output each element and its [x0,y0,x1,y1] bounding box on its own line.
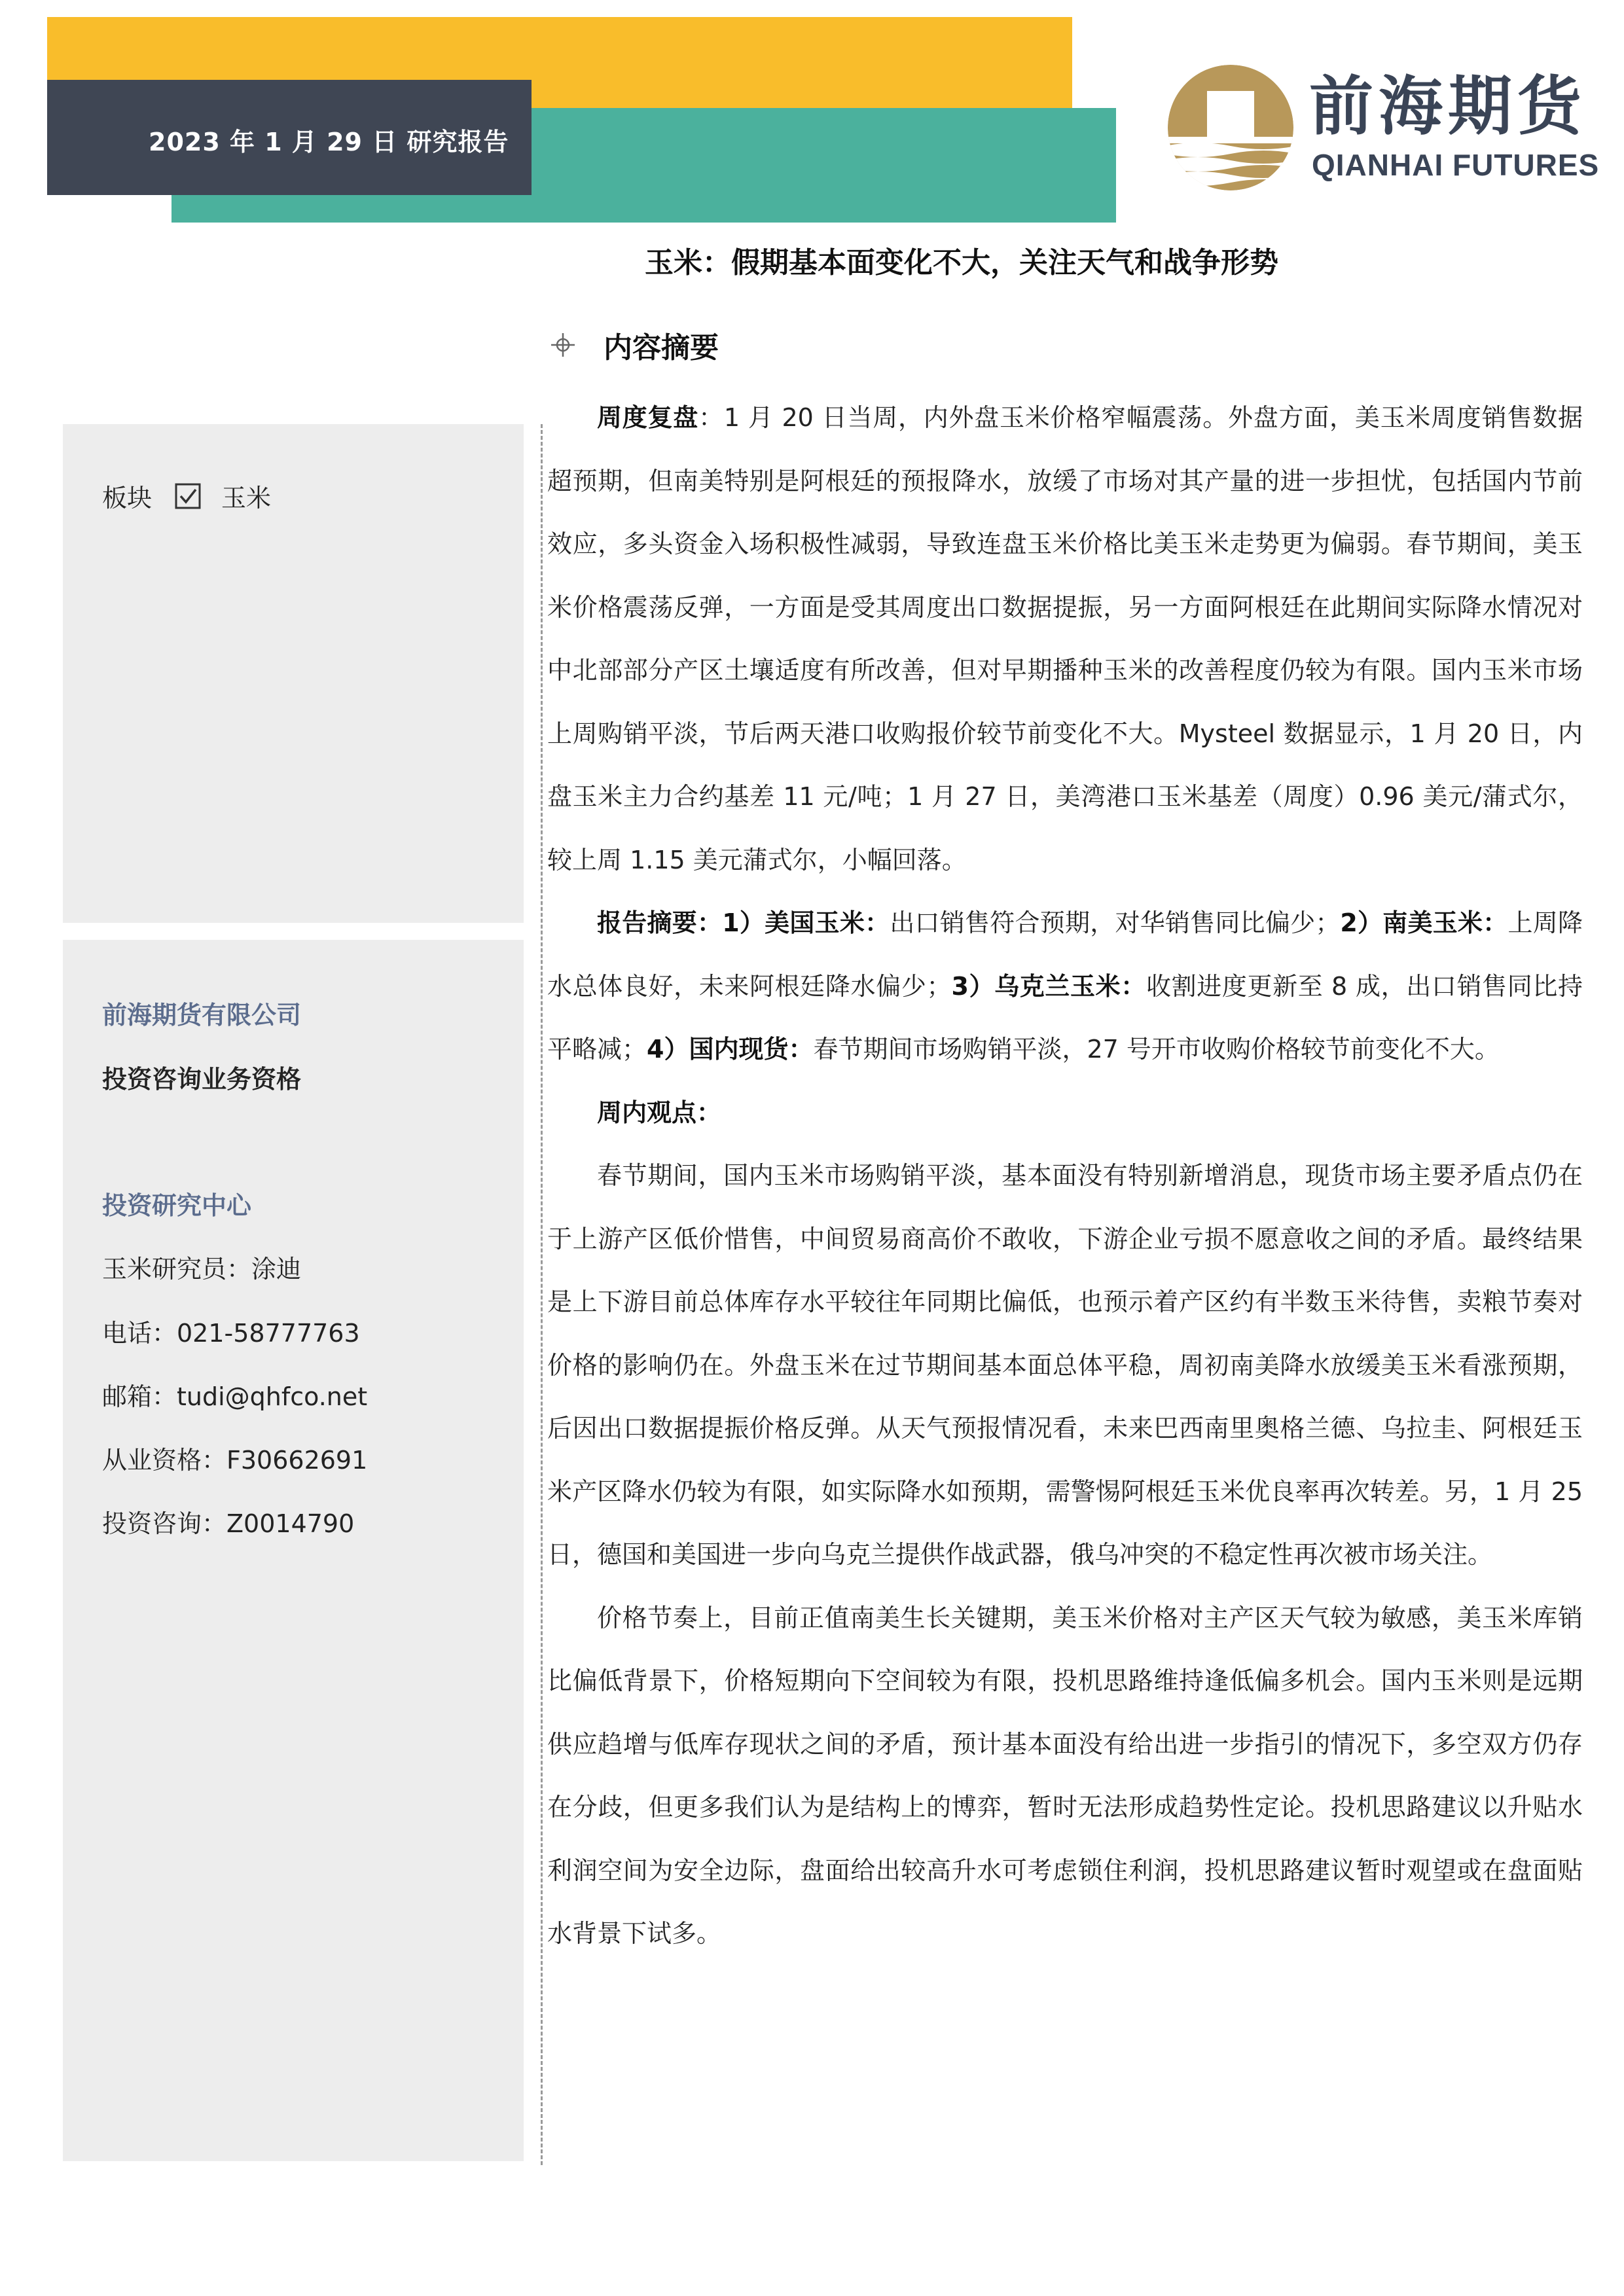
checkbox-checked-icon [174,482,202,510]
summary-heading-label: 内容摘要 [604,331,719,365]
sidebar-contact-box [63,940,524,2161]
ukraine-corn-text: 收割进度更新至 8 成，出口销售同比持平略减； [547,971,1583,1064]
research-center: 投资研究中心 [102,1191,252,1220]
domestic-spot-label: 4）国内现货： [647,1035,814,1064]
business-qualification: 投资咨询业务资格 [102,1065,302,1094]
sidebar-sector-box [63,424,524,923]
report-title: 玉米：假期基本面变化不大，关注天气和战争形势 [645,246,1278,279]
header-date-band [47,80,532,195]
sector-value: 玉米 [221,484,272,512]
us-corn-label: 1）美国玉米： [722,908,890,937]
south-america-corn-text: 上周降水总体良好，未来阿根廷降水偏少； [547,908,1583,1001]
domestic-spot-text: 春节期间市场购销平淡，27 号开市收购价格较节前变化不大。 [813,1035,1500,1064]
summary-heading [550,324,719,366]
phone-number: 电话：021-58777763 [102,1319,360,1348]
weekly-view-label: 周内观点： [597,1098,722,1127]
south-america-corn-label: 2）南美玉米： [1340,908,1508,937]
license-number: 从业资格：F30662691 [102,1446,368,1475]
logo-english-name: QIANHAI FUTURES [1312,148,1600,182]
company-logo [1165,62,1600,193]
report-summary-paragraph [547,891,1583,1081]
ukraine-corn-label: 3）乌克兰玉米： [951,971,1146,1001]
email-address: 邮箱：tudi@qhfco.net [102,1382,368,1411]
us-corn-text: 出口销售符合预期，对华销售同比偏少； [890,908,1341,937]
logo-chinese-name: 前海期货 [1309,69,1587,144]
report-date: 2023 年 1 月 29 日 研究报告 [149,127,509,156]
weekly-review-text: ：1 月 20 日当周，内外盘玉米价格窄幅震荡。外盘方面，美玉米周度销售数据超预期，但南美特别是阿根廷的预报降水，放缓了市场对其产量的进一步担忧，包括国内节前效应，多头资金入场积极性减弱，导致连盘玉米价格比美玉米走势更为偏弱。春节期间，美玉米价格震荡反弹，一方面是受其周度出口数据提振，另一方面阿根廷在此期间实际降水情况对中北部部分产区土壤适度有所改善，但对早期播种玉米的改善程度仍较为有限。国内玉米市场上周购销平淡，节后两天港口收购报价较节前变化不大。Mysteel 数据显示，1 月 20 日，内盘玉米主力合约基差 11 元/吨；1 月 27 日，美湾港口玉米基差（周度）0.96 美元/蒲式尔，较上周 1.15 美元蒲式尔，小幅回落。 [547,403,1583,874]
weekly-view-heading [547,1081,1583,1145]
sector-label: 板块 [102,484,153,512]
report-body [547,386,1583,1965]
researcher-name: 玉米研究员：涂迪 [102,1255,302,1283]
weekly-review-label: 周度复盘 [597,403,699,432]
weekly-view-paragraph-1: 春节期间，国内玉米市场购销平淡，基本面没有特别新增消息，现货市场主要矛盾点仍在于上游产区低价惜售，中间贸易商高价不敢收，下游企业亏损不愿意收之间的矛盾。最终结果是上下游目前总体库存水平较往年同期比偏低，也预示着产区约有半数玉米待售，卖粮节奏对价格的影响仍在。外盘玉米在过节期间基本面总体平稳，周初南美降水放缓美玉米看涨预期，后因出口数据提振价格反弹。从天气预报情况看，未来巴西南里奥格兰德、乌拉圭、阿根廷玉米产区降水仍较为有限，如实际降水如预期，需警惕阿根廷玉米优良率再次转差。另，1 月 25 日，德国和美国进一步向乌克兰提供作战武器，俄乌冲突的不稳定性再次被市场关注。 [547,1161,1583,1569]
report-summary-label: 报告摘要： [597,908,723,937]
vertical-divider [541,424,543,2165]
sector-row [102,478,271,514]
consult-number: 投资咨询：Z0014790 [102,1509,355,1538]
qianhai-emblem-icon [1165,62,1296,193]
company-name: 前海期货有限公司 [102,1001,302,1030]
crosshair-icon [550,332,576,358]
weekly-view-paragraph-2: 价格节奏上，目前正值南美生长关键期，美玉米价格对主产区天气较为敏感，美玉米库销比偏低背景下，价格短期向下空间较为有限，投机思路维持逢低偏多机会。国内玉米则是远期供应趋增与低库存现状之间的矛盾，预计基本面没有给出进一步指引的情况下，多空双方仍存在分歧，但更多我们认为是结构上的博弈，暂时无法形成趋势性定论。投机思路建议以升贴水利润空间为安全边际，盘面给出较高升水可考虑锁住利润，投机思路建议暂时观望或在盘面贴水背景下试多。 [547,1603,1583,1948]
weekly-review-paragraph [547,386,1583,891]
